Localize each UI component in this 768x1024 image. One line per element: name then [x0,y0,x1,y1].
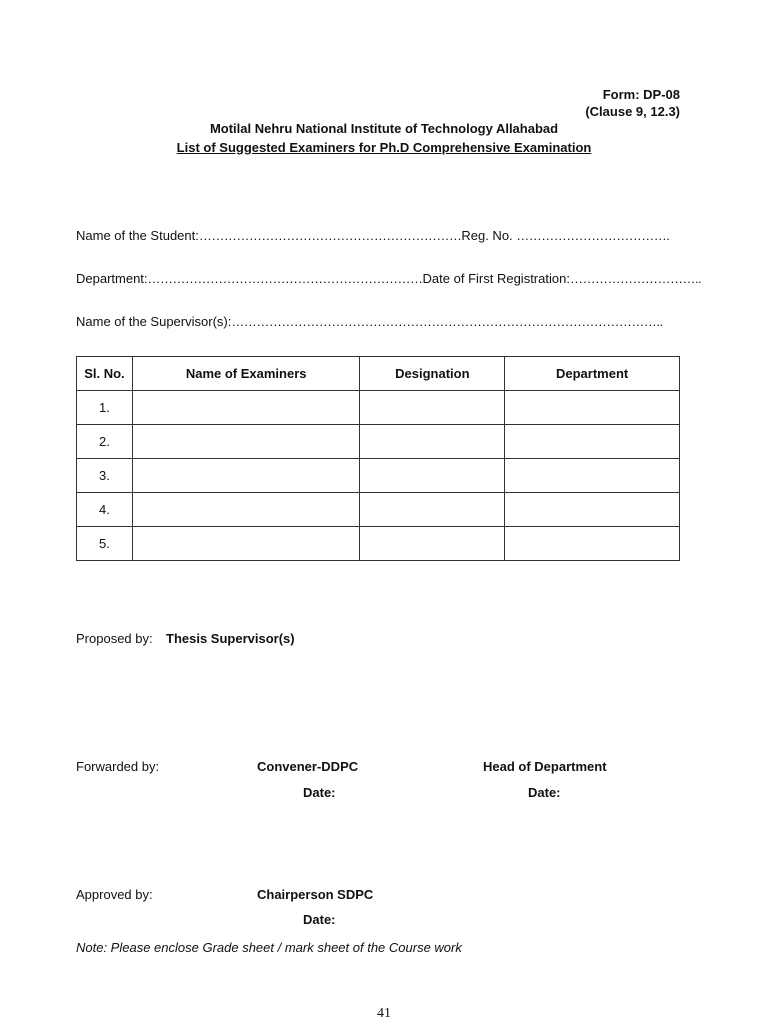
institute-name: Motilal Nehru National Institute of Technology Allahabad [209,121,559,136]
approved-by-label: Approved by: [76,887,153,902]
student-field[interactable]: ……………………………………………………… [198,228,462,243]
examiner-name-cell[interactable] [132,391,360,425]
department-field[interactable]: ………………………………………………………… [147,271,423,286]
student-label: Name of the Student: [76,228,199,243]
table-row [77,391,680,425]
supervisor-line [76,314,663,329]
department-cell[interactable] [505,425,680,459]
convener-ddpc-signatory: Convener-DDPC [257,759,359,774]
designation-cell[interactable] [360,527,505,561]
department-line [76,271,701,286]
header-department: Department [505,357,680,391]
hod-date-label: Date: [528,785,561,800]
first-registration-field[interactable]: ………………………….. [569,271,702,286]
examiner-name-cell[interactable] [132,493,360,527]
regno-label: Reg. No. [461,228,513,243]
convener-date-label: Date: [303,785,336,800]
chairperson-sdpc-signatory: Chairperson SDPC [257,887,374,902]
enclosure-note: Note: Please enclose Grade sheet / mark sheet of the Course work [76,940,462,955]
forwarded-by-label: Forwarded by: [76,759,160,774]
examiners-table [76,356,680,561]
row-number: 3. [77,459,133,493]
table-row [77,425,680,459]
form-identifier [585,86,680,120]
header-sl-no: Sl. No. [77,357,133,391]
chairperson-date-label: Date: [303,912,336,927]
department-cell[interactable] [505,493,680,527]
form-clause: (Clause 9, 12.3) [585,104,680,119]
table-row [77,459,680,493]
regno-field[interactable]: ………………………………. [516,228,670,243]
first-registration-label: Date of First Registration: [422,271,570,286]
table-header-row [77,357,680,391]
row-number: 5. [77,527,133,561]
examiner-name-cell[interactable] [132,527,360,561]
supervisor-field[interactable]: ………………………………………………………………………………………….. [231,314,663,329]
examiner-name-cell[interactable] [132,425,360,459]
table-row [77,493,680,527]
form-title [0,140,768,155]
designation-cell[interactable] [360,459,505,493]
department-cell[interactable] [505,527,680,561]
student-line [76,228,669,243]
proposed-by-label: Proposed by: [76,631,153,646]
table-row [77,527,680,561]
page-number: 41 [377,1006,391,1021]
form-title-text: List of Suggested Examiners for Ph.D Comprehensive Examination [176,140,592,155]
form-number: Form: DP-08 [602,87,680,102]
row-number: 2. [77,425,133,459]
designation-cell[interactable] [360,391,505,425]
row-number: 4. [77,493,133,527]
row-number: 1. [77,391,133,425]
proposed-by-signatory: Thesis Supervisor(s) [166,631,295,646]
examiner-name-cell[interactable] [132,459,360,493]
designation-cell[interactable] [360,493,505,527]
supervisor-label: Name of the Supervisor(s): [76,314,232,329]
header-designation: Designation [360,357,505,391]
department-cell[interactable] [505,391,680,425]
designation-cell[interactable] [360,425,505,459]
department-label: Department: [76,271,148,286]
department-cell[interactable] [505,459,680,493]
head-of-department-signatory: Head of Department [483,759,607,774]
header-name-of-examiners: Name of Examiners [132,357,360,391]
